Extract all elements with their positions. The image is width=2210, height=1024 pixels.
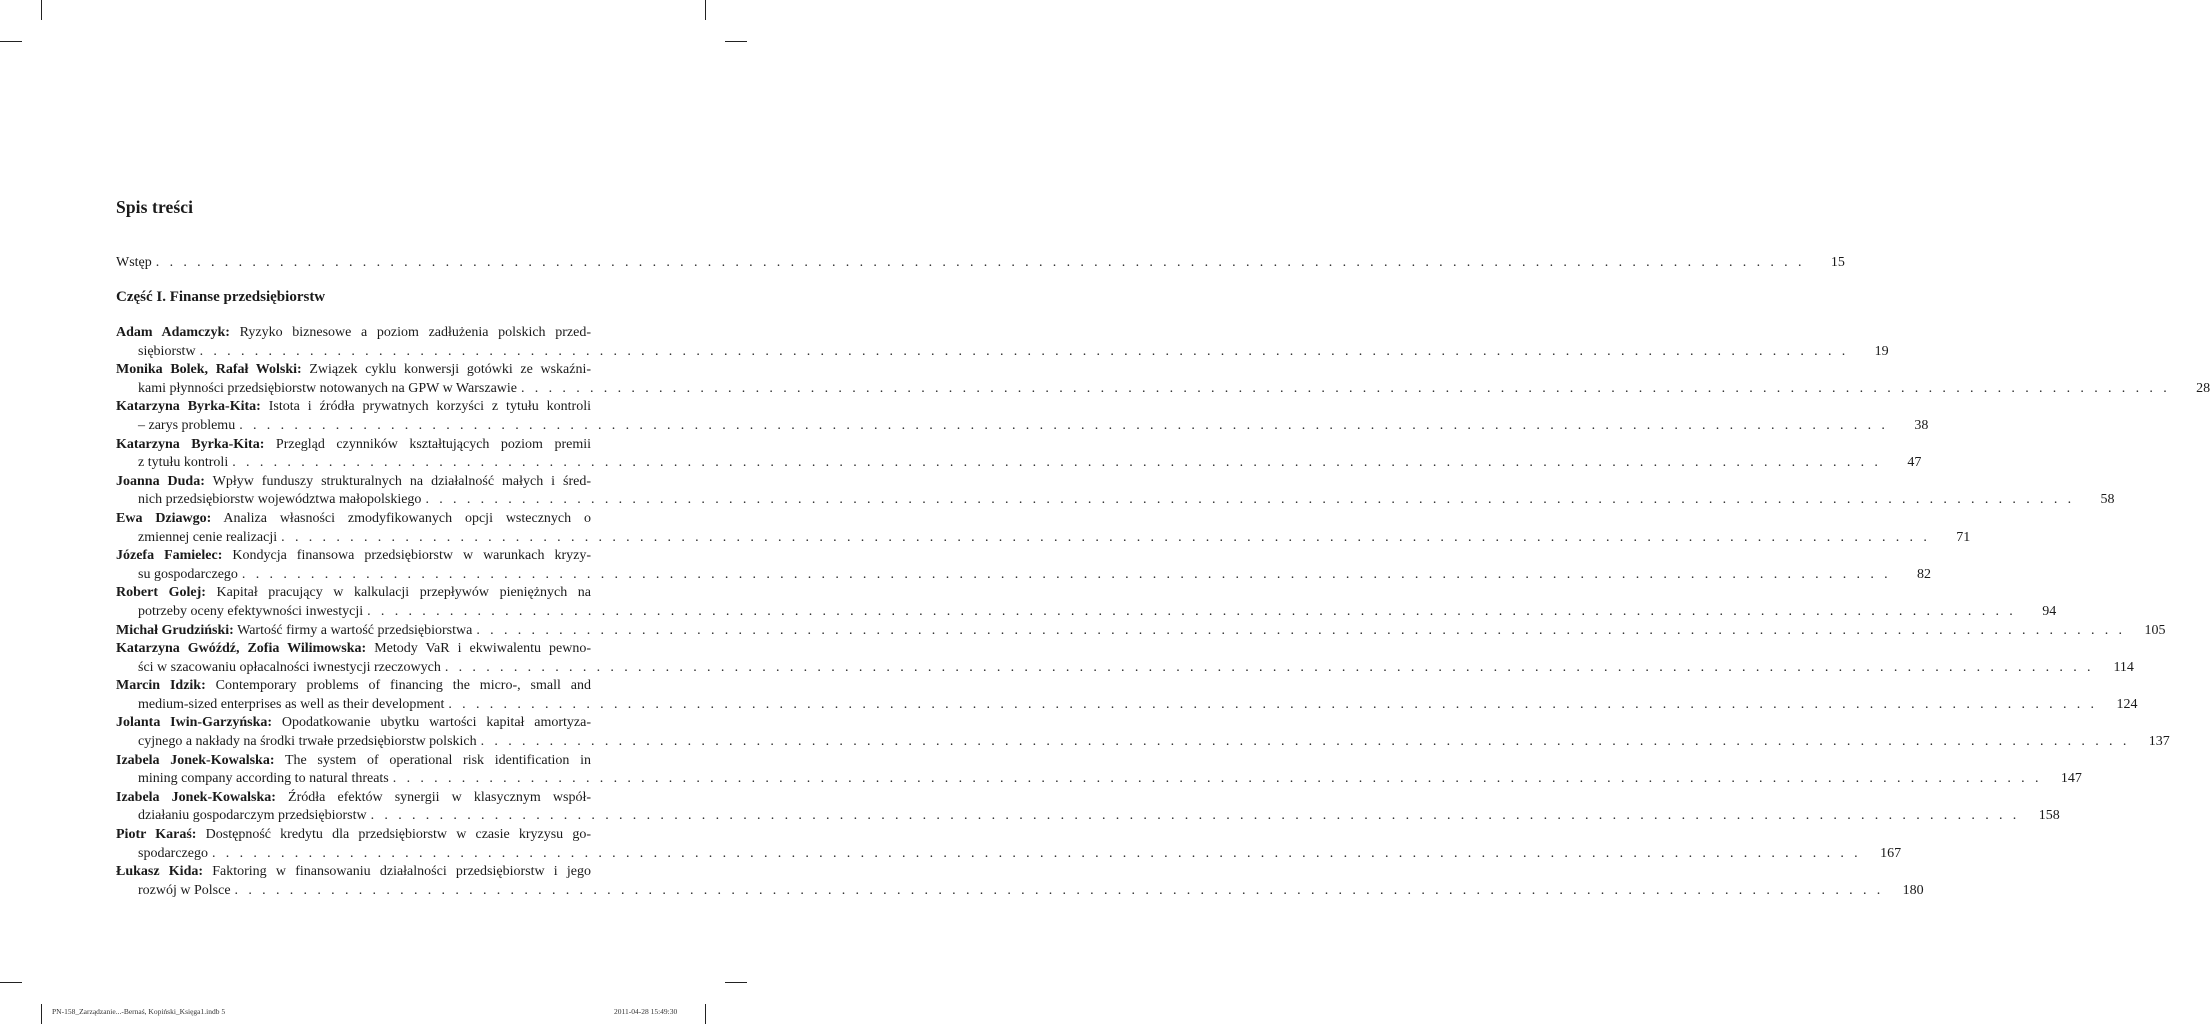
entry-first-line <box>116 863 591 882</box>
toc-entry[interactable] <box>116 826 1902 863</box>
page-number: 38 <box>1914 417 1929 433</box>
entry-author: Katarzyna Byrka-Kita: <box>116 436 265 452</box>
entry-title: Źródła efektów synergii w klasycznym współ- <box>288 789 591 805</box>
entry-author: Izabela Jonek-Kowalska: <box>116 752 275 768</box>
toc-entry[interactable] <box>116 714 2170 751</box>
toc-entry[interactable] <box>116 622 2166 641</box>
toc-entry[interactable] <box>116 398 1929 435</box>
entry-author: Katarzyna Byrka-Kita: <box>116 399 261 415</box>
page-number: 137 <box>2148 734 2170 750</box>
entry-author: Izabela Jonek-Kowalska: <box>116 789 276 805</box>
entry-title: cyjnego a nakłady na środki trwałe przedsiębiorstw polskich <box>138 734 477 750</box>
page-number: 124 <box>2116 696 2138 712</box>
entry-title: Wartość firmy a wartość przedsiębiorstwa <box>237 622 473 638</box>
crop-mark-top-right <box>705 0 706 20</box>
crop-mark-top-left <box>41 0 42 20</box>
entry-title: siębiorstw <box>138 343 196 359</box>
entry-title: Faktoring w finansowaniu działalności przedsiębiorstw i jego <box>212 864 591 880</box>
entry-title: medium-sized enterprises as well as their development <box>138 696 445 712</box>
toc-entry[interactable] <box>116 789 2060 826</box>
entry-first-line <box>116 752 591 771</box>
page-number: 94 <box>2042 603 2057 619</box>
toc-entry[interactable] <box>116 752 2082 789</box>
entry-first-line <box>116 640 591 659</box>
entry-title: Opodatkowanie ubytku wartości kapitał amortyza- <box>281 715 591 731</box>
page-number: 180 <box>1902 882 1924 898</box>
entry-first-line <box>116 714 591 733</box>
entry-first-line <box>116 789 591 808</box>
entry-title: kami płynności przedsiębiorstw notowanych na GPW w Warszawie <box>138 380 517 396</box>
entry-first-line <box>116 324 591 343</box>
entry-first-line <box>116 510 591 529</box>
footer-timestamp: 2011-04-28 15:49:30 <box>614 1007 678 1016</box>
entry-first-line <box>116 677 591 696</box>
entry-author: Monika Bolek, Rafał Wolski: <box>116 362 302 378</box>
page-number: 105 <box>2144 622 2166 638</box>
entry-title: nich przedsiębiorstw województwa małopolskiego <box>138 492 422 508</box>
page-number: 114 <box>2113 659 2134 675</box>
crop-mark-left-bottom <box>0 982 22 983</box>
entry-title: z tytułu kontroli <box>138 455 229 471</box>
dot-leader: . . . . . . . . . . . . . . . . . . . . . . . . . . . . . . . . . . . . . . . . . . . . . . . . . . . . . . . . . . . . . . . . . . . . . . . . . . . . . . . . . . . . . . . . . . . . . . . . . . . . . . . . . . . . . . . . . . . . . . . . <box>367 603 2017 619</box>
page-number: 82 <box>1917 566 1932 582</box>
toc-entry[interactable] <box>116 677 2138 714</box>
toc-entry[interactable] <box>116 473 2115 510</box>
dot-leader: . . . . . . . . . . . . . . . . . . . . . . . . . . . . . . . . . . . . . . . . . . . . . . . . . . . . . . . . . . . . . . . . . . . . . . . . . . . . . . . . . . . . . . . . . . . . . . . . . . . . . . . . . . . . . . . . . . . . . . . . <box>232 455 1882 471</box>
entry-first-line <box>116 436 591 455</box>
page-number: 15 <box>1830 255 1845 270</box>
crop-mark-bottom-left <box>41 1004 42 1024</box>
entry-first-line <box>116 398 591 417</box>
entry-title: Kondycja finansowa przedsiębiorstw w warunkach kryzy- <box>232 548 592 564</box>
entry-title: The system of operational risk identification in <box>284 752 591 768</box>
crop-mark-right-top <box>725 41 747 42</box>
dot-leader: . . . . . . . . . . . . . . . . . . . . . . . . . . . . . . . . . . . . . . . . . . . . . . . . . . . . . . . . . . . . . . . . . . . . . . . . . . . . . . . . . . . . . . . . . . . . . . . . . . . . . . . . . . . . . . . . . . . . . . . . <box>521 380 2171 396</box>
page-number: 71 <box>1956 529 1971 545</box>
dot-leader: . . . . . . . . . . . . . . . . . . . . . . . . . . . . . . . . . . . . . . . . . . . . . . . . . . . . . . . . . . . . . . . . . . . . . . . . . . . . . . . . . . . . . . . . . . . . . . . . . . . . . . . . . . . . . . . . . . . . . . . . <box>281 529 1931 545</box>
entry-title: ści w szacowaniu opłacalności iwnestycji rzeczowych <box>138 659 441 675</box>
crop-mark-bottom-right <box>705 1004 706 1024</box>
entry-author: Łukasz Kida: <box>116 864 204 880</box>
dot-leader: . . . . . . . . . . . . . . . . . . . . . . . . . . . . . . . . . . . . . . . . . . . . . . . . . . . . . . . . . . . . . . . . . . . . . . . . . . . . . . . . . . . . . . . . . . . . . . . . . . . . . . . . . . . . . . . . . . . . . . . . <box>476 622 2126 638</box>
section-heading: Część I. Finanse przedsiębiorstw <box>116 289 326 305</box>
entry-first-line <box>116 547 591 566</box>
page-number: 167 <box>1880 845 1902 861</box>
page-title: Spis treści <box>116 197 194 217</box>
page-number: 19 <box>1874 343 1889 359</box>
crop-mark-right-bottom <box>725 982 747 983</box>
entry-title: mining company according to natural threats <box>138 771 389 787</box>
entry-author: Robert Golej: <box>116 585 206 601</box>
entry-author: Jolanta Iwin-Garzyńska: <box>116 715 273 731</box>
page-number: 58 <box>2100 492 2115 508</box>
toc-entry[interactable] <box>116 863 1924 900</box>
entry-title: działaniu gospodarczym przedsiębiorstw <box>138 808 367 824</box>
entry-title: Istota i źródła prywatnych korzyści z tytułu kontroli <box>268 399 591 415</box>
page-number: 147 <box>2060 771 2082 787</box>
entry-first-line <box>116 473 591 492</box>
entry-author: Piotr Karaś: <box>116 827 197 843</box>
footer-file-info: PN-158_Zarządzanie...-Bernaś, Kopiński_Księga1.indb 5 <box>52 1007 226 1016</box>
entry-author: Ewa Dziawgo: <box>116 510 212 526</box>
dot-leader: . . . . . . . . . . . . . . . . . . . . . . . . . . . . . . . . . . . . . . . . . . . . . . . . . . . . . . . . . . . . . . . . . . . . . . . . . . . . . . . . . . . . . . . . . . . . . . . . . . . . . . . . . . . . . . . . . . . . . . . . <box>425 492 2075 508</box>
entry-author: Józefa Famielec: <box>116 548 223 564</box>
entry-author: Adam Adamczyk: <box>116 325 230 340</box>
dot-leader: . . . . . . . . . . . . . . . . . . . . . . . . . . . . . . . . . . . . . . . . . . . . . . . . . . . . . . . . . . . . . . . . . . . . . . . . . . . . . . . . . . . . . . . . . . . . . . . . . . . . . . . . . . . . . . . . . . . . . . . . <box>199 343 1849 359</box>
entry-title: Wstęp <box>116 255 152 270</box>
entry-author: Michał Grudziński: <box>116 622 234 638</box>
dot-leader: . . . . . . . . . . . . . . . . . . . . . . . . . . . . . . . . . . . . . . . . . . . . . . . . . . . . . . . . . . . . . . . . . . . . . . . . . . . . . . . . . . . . . . . . . . . . . . . . . . . . . . . . . . . . . . . . . . . . . . . . <box>234 882 1884 898</box>
toc-entry[interactable] <box>116 324 1889 361</box>
dot-leader: . . . . . . . . . . . . . . . . . . . . . . . . . . . . . . . . . . . . . . . . . . . . . . . . . . . . . . . . . . . . . . . . . . . . . . . . . . . . . . . . . . . . . . . . . . . . . . . . . . . . . . . . . . . . . . . . . . . . . . . . <box>448 696 2098 712</box>
toc-entry[interactable] <box>116 436 1922 473</box>
page-number: 28 <box>2196 380 2210 396</box>
entry-author: Joanna Duda: <box>116 473 205 489</box>
entry-title: Kapitał pracujący w kalkulacji przepływów pieniężnych na <box>216 585 592 601</box>
dot-leader: . . . . . . . . . . . . . . . . . . . . . . . . . . . . . . . . . . . . . . . . . . . . . . . . . . . . . . . . . . . . . . . . . . . . . . . . . . . . . . . . . . . . . . . . . . . . . . . . . . . . . . . . . . . . . . . . . . . . . . . . <box>241 566 1892 582</box>
entry-title: Wpływ funduszy strukturalnych na działalność małych i śred- <box>212 473 592 489</box>
dot-leader: . . . . . . . . . . . . . . . . . . . . . . . . . . . . . . . . . . . . . . . . . . . . . . . . . . . . . . . . . . . . . . . . . . . . . . . . . . . . . . . . . . . . . . . . . . . . . . . . . . . . . . . . . . . . . . . . . . . . . . . . <box>392 771 2042 787</box>
dot-leader: . . . . . . . . . . . . . . . . . . . . . . . . . . . . . . . . . . . . . . . . . . . . . . . . . . . . . . . . . . . . . . . . . . . . . . . . . . . . . . . . . . . . . . . . . . . . . . . . . . . . . . . . . . . . . . . . . . . . . . . . <box>239 417 1889 433</box>
entry-author: Katarzyna Gwóźdź, Zofia Wilimowska: <box>116 641 367 657</box>
entry-title: potrzeby oceny efektywności inwestycji <box>138 603 364 619</box>
dot-leader: . . . . . . . . . . . . . . . . . . . . . . . . . . . . . . . . . . . . . . . . . . . . . . . . . . . . . . . . . . . . . . . . . . . . . . . . . . . . . . . . . . . . . . . . . . . . . . . . . . . . . . . . . . . . . . . . . . . . . . . . <box>211 845 1862 861</box>
entry-first-line <box>116 826 591 845</box>
dot-leader: . . . . . . . . . . . . . . . . . . . . . . . . . . . . . . . . . . . . . . . . . . . . . . . . . . . . . . . . . . . . . . . . . . . . . . . . . . . . . . . . . . . . . . . . . . . . . . . . . . . . . . . . . . . . . . . . . . . . . . . . <box>480 734 2130 750</box>
toc-entry[interactable] <box>116 584 2057 621</box>
page-number: 47 <box>1907 455 1922 471</box>
toc-entry-intro[interactable] <box>116 254 1845 273</box>
entry-title: zmiennej cenie realizacji <box>138 529 278 545</box>
entry-line <box>116 622 472 641</box>
toc-entry[interactable] <box>116 640 2134 677</box>
toc-entry[interactable] <box>116 510 1971 547</box>
dot-leader: . . . . . . . . . . . . . . . . . . . . . . . . . . . . . . . . . . . . . . . . . . . . . . . . . . . . . . . . . . . . . . . . . . . . . . . . . . . . . . . . . . . . . . . . . . . . . . . . . . . . . . . . . . . . . . . . . . . . . . . . <box>370 808 2020 824</box>
toc-intro <box>116 254 1845 273</box>
entry-title: su gospodarczego <box>138 566 238 582</box>
entry-first-line <box>116 584 591 603</box>
entry-title: Przegląd czynników kształtujących poziom premii <box>275 436 591 452</box>
entry-author: Marcin Idzik: <box>116 678 206 694</box>
dot-leader: . . . . . . . . . . . . . . . . . . . . . . . . . . . . . . . . . . . . . . . . . . . . . . . . . . . . . . . . . . . . . . . . . . . . . . . . . . . . . . . . . . . . . . . . . . . . . . . . . . . . . . . . . . . . . . . . . . . . . . . . <box>444 659 2094 675</box>
toc-entry[interactable] <box>116 361 2210 398</box>
entry-title: – zarys problemu <box>138 417 236 433</box>
entry-title: spodarczego <box>138 845 208 861</box>
page-number: 158 <box>2038 808 2060 824</box>
toc-entry[interactable] <box>116 547 1932 584</box>
toc-list <box>116 324 2210 900</box>
entry-title: Metody VaR i ekwiwalentu pewno- <box>374 641 592 657</box>
entry-title: Analiza własności zmodyfikowanych opcji wstecznych o <box>223 510 591 526</box>
entry-title: Contemporary problems of financing the micro-, small and <box>215 678 591 694</box>
entry-title: Dostępność kredytu dla przedsiębiorstw w czasie kryzysu go- <box>205 827 592 843</box>
dot-leader: . . . . . . . . . . . . . . . . . . . . . . . . . . . . . . . . . . . . . . . . . . . . . . . . . . . . . . . . . . . . . . . . . . . . . . . . . . . . . . . . . . . . . . . . . . . . . . . . . . . . . . . . . . . . . . . . . . . . . . . . <box>155 255 1805 270</box>
entry-first-line <box>116 361 591 380</box>
entry-title: Ryzyko biznesowe a poziom zadłużenia polskich przed- <box>239 325 591 340</box>
crop-mark-left-top <box>0 41 22 42</box>
entry-title: rozwój w Polsce <box>138 882 231 898</box>
entry-title: Związek cyklu konwersji gotówki ze wskaźni- <box>309 362 591 378</box>
